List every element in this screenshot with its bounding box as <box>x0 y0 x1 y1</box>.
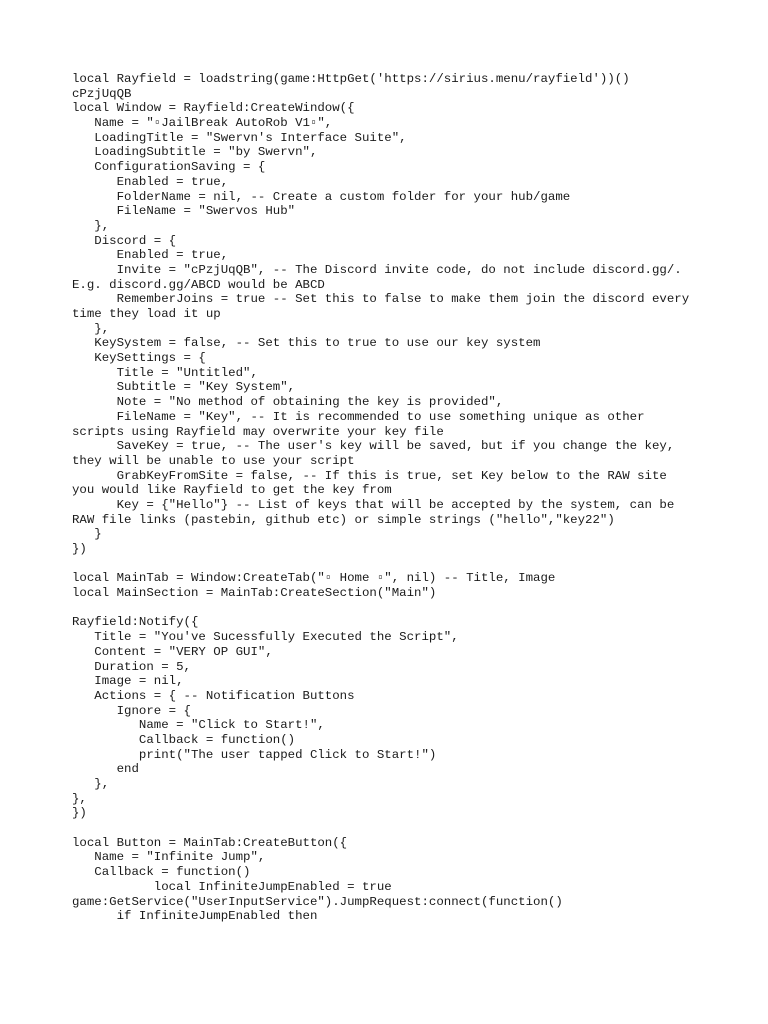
code-line: print("The user tapped Click to Start!") <box>72 747 437 762</box>
code-line: you would like Rayfield to get the key from <box>72 483 392 498</box>
code-line: FileName = "Swervos Hub" <box>72 204 296 219</box>
code-line: }, <box>72 321 110 336</box>
code-line: }, <box>72 791 87 806</box>
code-line: Title = "You've Sucessfully Executed the Script", <box>72 630 459 645</box>
code-line: Image = nil, <box>72 674 184 689</box>
code-line: Note = "No method of obtaining the key is provided", <box>72 395 504 410</box>
code-line: }, <box>72 218 110 233</box>
code-line: local Button = MainTab:CreateButton({ <box>72 835 348 850</box>
code-line: FileName = "Key", -- It is recommended to use something unique as other <box>72 409 645 424</box>
code-line: time they load it up <box>72 307 221 321</box>
code-line: local InfiniteJumpEnabled = true <box>72 879 392 894</box>
code-line: Content = "VERY OP GUI", <box>72 644 273 659</box>
code-line: }, <box>72 777 110 791</box>
code-block <box>72 72 712 924</box>
code-line: FolderName = nil, -- Create a custom folder for your hub/game <box>72 189 571 204</box>
code-line: Title = "Untitled", <box>72 365 258 380</box>
code-line: Invite = "cPzjUqQB", -- The Discord invite code, do not include discord.gg/. <box>72 262 682 277</box>
code-line: GrabKeyFromSite = false, -- If this is true, set Key below to the RAW site <box>72 468 667 483</box>
code-line: Enabled = true, <box>72 174 229 189</box>
code-line <box>72 557 712 572</box>
code-line: E.g. discord.gg/ABCD would be ABCD <box>72 277 325 292</box>
code-line: Name = "▫JailBreak AutoRob V1▫", <box>72 116 333 131</box>
code-line: Duration = 5, <box>72 659 191 674</box>
code-line: local Rayfield = loadstring(game:HttpGet('https://sirius.menu/rayfield'))() <box>72 72 630 86</box>
code-line: local MainTab = Window:CreateTab("▫ Home ▫", nil) -- Title, Image <box>72 571 556 586</box>
code-line: Subtitle = "Key System", <box>72 380 296 395</box>
code-line: they will be unable to use your script <box>72 453 355 468</box>
code-line: Name = "Infinite Jump", <box>72 850 266 865</box>
code-line: Actions = { -- Notification Buttons <box>72 688 355 703</box>
code-line <box>72 601 712 616</box>
code-line: LoadingTitle = "Swervn's Interface Suite", <box>72 130 407 145</box>
code-line: Enabled = true, <box>72 248 229 263</box>
code-line: cPzjUqQB <box>72 86 132 101</box>
code-line: local Window = Rayfield:CreateWindow({ <box>72 101 355 116</box>
code-line: Rayfield:Notify({ <box>72 615 199 630</box>
code-line: RememberJoins = true -- Set this to false to make them join the discord every <box>72 292 690 307</box>
code-line: Ignore = { <box>72 703 191 718</box>
code-line: Name = "Click to Start!", <box>72 718 325 733</box>
code-line: Discord = { <box>72 233 177 248</box>
code-line: end <box>72 762 139 777</box>
code-line: Callback = function() <box>72 865 251 880</box>
code-line: scripts using Rayfield may overwrite your key file <box>72 424 444 439</box>
code-line: RAW file links (pastebin, github etc) or simple strings ("hello","key22") <box>72 512 615 527</box>
code-line: Callback = function() <box>72 732 296 747</box>
code-line: }) <box>72 806 87 821</box>
code-line: } <box>72 527 102 542</box>
code-line: KeySettings = { <box>72 351 206 366</box>
code-line: if InfiniteJumpEnabled then <box>72 909 318 924</box>
code-line: LoadingSubtitle = "by Swervn", <box>72 145 318 160</box>
code-line <box>72 821 712 836</box>
code-line: SaveKey = true, -- The user's key will be saved, but if you change the key, <box>72 439 675 454</box>
code-line: ConfigurationSaving = { <box>72 160 266 175</box>
code-line: local MainSection = MainTab:CreateSection("Main") <box>72 586 437 601</box>
code-line: }) <box>72 542 87 556</box>
code-line: game:GetService("UserInputService").JumpRequest:connect(function() <box>72 894 563 909</box>
code-line: KeySystem = false, -- Set this to true to use our key system <box>72 336 541 351</box>
code-line: Key = {"Hello"} -- List of keys that will be accepted by the system, can be <box>72 497 675 512</box>
